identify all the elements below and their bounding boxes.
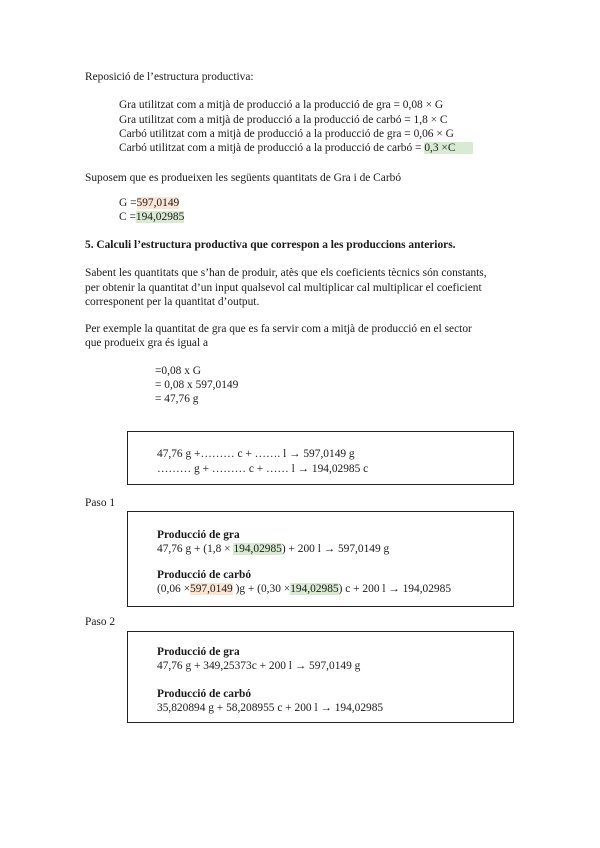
- step-1-label: Paso 1: [85, 497, 116, 509]
- coefficient-line-1: Gra utilitzat com a mitjà de producció a la producció de gra = 0,08 × G: [119, 99, 444, 111]
- equations-box: [127, 431, 514, 485]
- c-quantity: [119, 210, 184, 225]
- grain-production-equation: 47,76 g + 349,25373c + 200 l → 597,0149 g: [157, 660, 361, 672]
- g-label: G =: [119, 197, 137, 209]
- c-value: 194,02985: [135, 211, 185, 223]
- highlighted-value: 597,0149: [190, 583, 233, 595]
- paragraph-line: Per exemple la quantitat de gra que es fa servir com a mitjà de producció en el sector: [85, 323, 472, 335]
- g-value: 597,0149: [136, 197, 180, 209]
- highlighted-coefficient: 0,3 ×C: [424, 142, 473, 154]
- equation-line: 47,76 g +……… c + ……. l → 597,0149 g: [157, 448, 355, 460]
- coefficient-line-2: Gra utilitzat com a mitjà de producció a la producció de carbó = 1,8 × C: [119, 114, 448, 126]
- highlighted-value: 194,02985: [290, 583, 339, 595]
- section-title: Reposició de l’estructura productiva:: [85, 71, 254, 83]
- equation-part: )g + (0,30 ×: [232, 583, 291, 595]
- calc-line: = 0,08 x 597,0149: [155, 379, 239, 391]
- equation-line: ……… g + ……… c + …… l → 194,02985 c: [157, 463, 369, 475]
- step-1-box: [127, 511, 514, 607]
- paragraph-line: corresponent per la quantitat d’output.: [85, 296, 260, 308]
- calc-line: =0,08 x G: [155, 365, 201, 377]
- grain-production-title: Producció de gra: [157, 646, 240, 658]
- coefficient-line-4: [119, 141, 473, 156]
- paragraph-line: que produeix gra és igual a: [85, 337, 209, 349]
- coefficient-line-4-text: Carbó utilitzat com a mitjà de producció a la producció de carbó =: [119, 142, 425, 154]
- grain-production-equation: [157, 542, 389, 557]
- g-quantity: [119, 196, 179, 211]
- paragraph-line: Sabent les quantitats que s’han de produir, atès que els coeficients tècnics són constants,: [85, 267, 487, 279]
- equation-part: ) c + 200 l → 194,02985: [338, 583, 452, 595]
- c-label: C =: [119, 211, 136, 223]
- question-heading: 5. Calculi l’estructura productiva que correspon a les produccions anteriors.: [85, 239, 456, 251]
- equation-part: ) + 200 l → 597,0149 g: [281, 543, 390, 555]
- coal-production-equation: 35,820894 g + 58,208955 c + 200 l → 194,02985: [157, 702, 384, 714]
- paragraph-line: per obtenir la quantitat d’un input qualsevol cal multiplicar cal multiplicar el coeficient: [85, 282, 482, 294]
- coal-production-title: Producció de carbó: [157, 688, 252, 700]
- calc-line: = 47,76 g: [155, 393, 199, 405]
- equation-part: 47,76 g + (1,8 ×: [157, 543, 234, 555]
- quantities-intro: Suposem que es produeixen les següents quantitats de Gra i de Carbó: [85, 172, 402, 184]
- equation-part: (0,06 ×: [157, 583, 190, 595]
- coefficient-line-3: Carbó utilitzat com a mitjà de producció a la producció de gra = 0,06 × G: [119, 128, 454, 140]
- highlighted-value: 194,02985: [233, 543, 282, 555]
- coal-production-title: Producció de carbó: [157, 569, 252, 581]
- coal-production-equation: [157, 582, 451, 597]
- step-2-label: Paso 2: [85, 616, 116, 628]
- grain-production-title: Producció de gra: [157, 529, 240, 541]
- step-2-box: [127, 631, 514, 723]
